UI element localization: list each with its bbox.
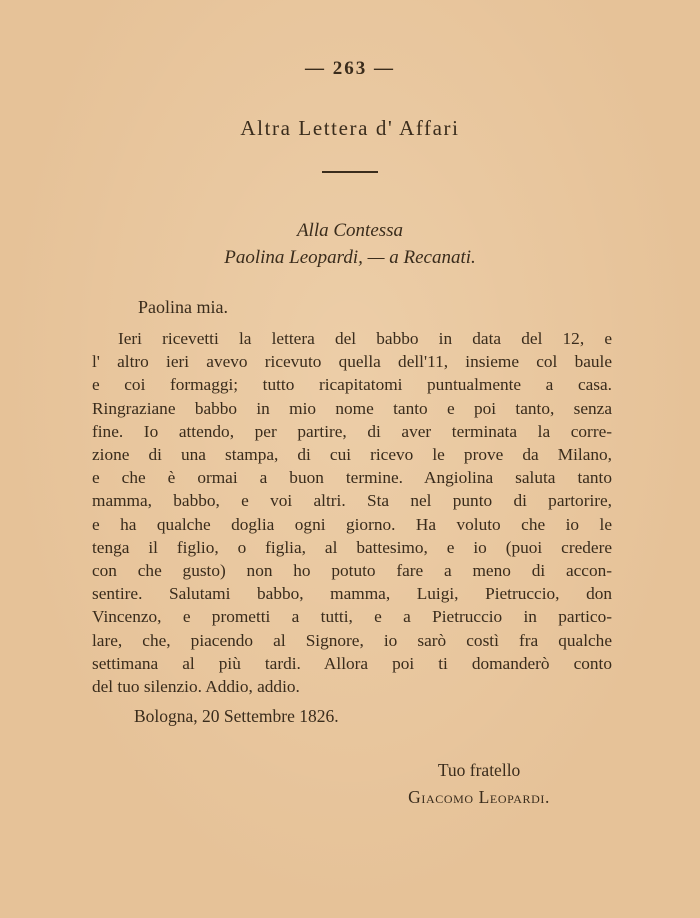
body-line: Ringraziane babbo in mio nome tanto e poi tanto, senza	[92, 398, 612, 418]
body-line: settimana al più tardi. Allora poi ti domanderò conto	[92, 653, 612, 673]
body-line: zione di una stampa, di cui ricevo le prove da Milano,	[92, 445, 612, 465]
signature: Giacomo Leopardi.	[408, 787, 550, 808]
body-line: mamma, babbo, e voi altri. Sta nel punto di partorire,	[92, 491, 612, 511]
dateline: Bologna, 20 Settembre 1826.	[134, 706, 339, 727]
body-line: Ieri ricevetti la lettera del babbo in data del 12, e	[118, 329, 612, 348]
closing: Tuo fratello	[437, 760, 521, 781]
addressee-line-2: Paolina Leopardi, — a Recanati.	[224, 247, 476, 268]
body-line: e ha qualche doglia ogni giorno. Ha voluto che io le	[92, 514, 612, 534]
body-line: lare, che, piacendo al Signore, io sarò costì fra qualche	[92, 630, 612, 650]
addressee-block	[0, 217, 700, 271]
letter-title: Altra Lettera d' Affari	[240, 116, 460, 140]
title-divider-rule	[322, 171, 378, 173]
letter-body	[92, 327, 612, 698]
body-line: Vincenzo, e prometti a tutti, e a Pietruccio in partico-	[92, 607, 612, 627]
body-line: tenga il figlio, o figlia, al battesimo, e io (puoi credere	[92, 537, 612, 557]
signature-block	[408, 757, 550, 811]
addressee-line-1: Alla Contessa	[296, 220, 404, 241]
body-line: con che gusto) non ho potuto fare a meno di accon-	[92, 561, 612, 581]
body-line: del tuo silenzio. Addio, addio.	[92, 677, 300, 697]
body-line: sentire. Salutami babbo, mamma, Luigi, Pietruccio, don	[92, 584, 612, 604]
body-line: l' altro ieri avevo ricevuto quella dell'11, insieme col baule	[92, 352, 612, 372]
page-number: — 263 —	[305, 58, 395, 79]
body-line: e che è ormai a buon termine. Angiolina saluta tanto	[92, 468, 612, 488]
body-line: e coi formaggi; tutto ricapitatomi puntualmente a casa.	[92, 375, 612, 395]
salutation: Paolina mia.	[138, 297, 228, 317]
body-line: fine. Io attendo, per partire, di aver terminata la corre-	[92, 421, 612, 441]
